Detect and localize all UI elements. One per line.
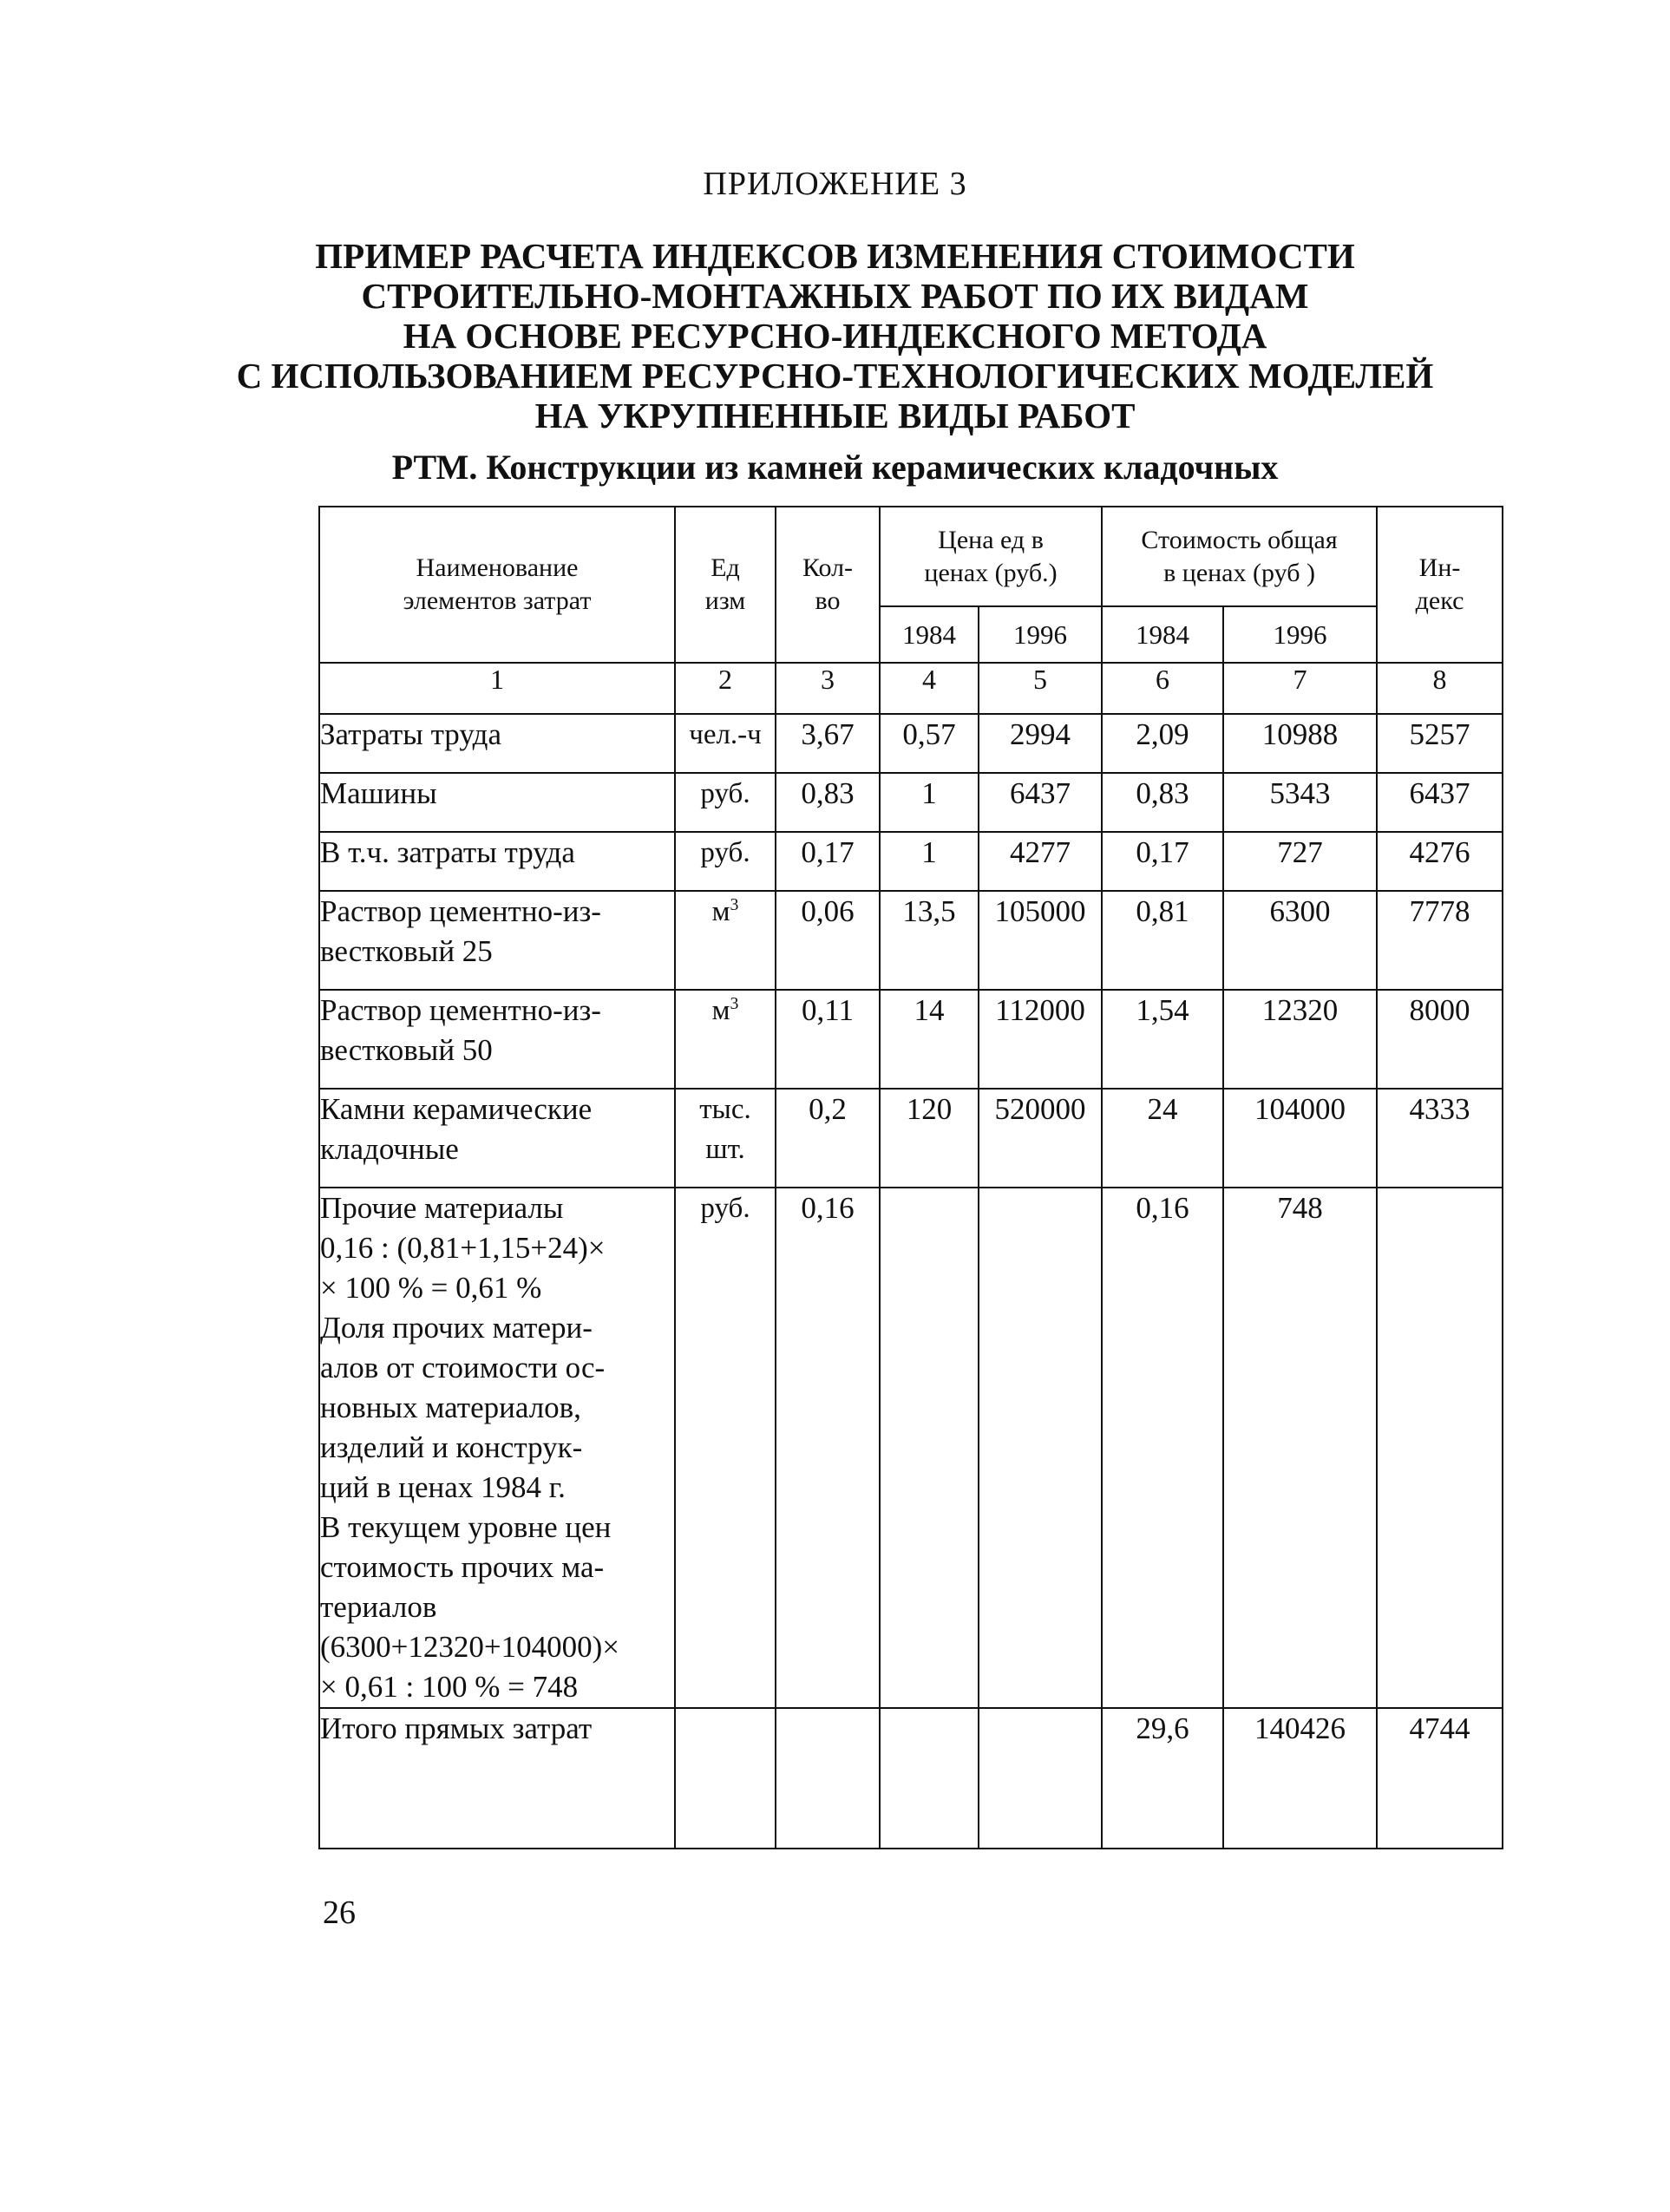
row-index: 6437 <box>1377 773 1503 832</box>
row-name: Прочие материалы 0,16 : (0,81+1,15+24)× × 100 % = 0,61 % Доля прочих матери- алов от стоимости ос- новных материалов, изделий и конструк- ций в ценах 1984 г. В текущем уровне цен стоимость прочих ма- териалов (6300+12320+104000)× × 0,61 : 100 % = 748 <box>319 1188 675 1708</box>
table-row <box>319 990 1503 1089</box>
row-cost-1984: 0,17 <box>1102 832 1223 891</box>
header-index: Ин- декс <box>1377 507 1503 663</box>
row-unit: $м^3$ <box>675 990 776 1089</box>
row-unit: руб. <box>675 773 776 832</box>
table-subtitle: РТМ. Конструкции из камней керамических кладочных <box>391 448 1279 487</box>
title-line: НА ОСНОВЕ РЕСУРСНО-ИНДЕКСНОГО МЕТОДА <box>403 316 1267 356</box>
header-unit: Ед изм <box>675 507 776 663</box>
table-row <box>319 1089 1503 1188</box>
row-unit: тыс. шт. <box>675 1089 776 1188</box>
row-qty: 0,2 <box>776 1089 880 1188</box>
row-qty: 3,67 <box>776 714 880 773</box>
row-cost-1996: 140426 <box>1223 1708 1377 1849</box>
column-number: 3 <box>776 663 880 714</box>
row-qty: 0,11 <box>776 990 880 1089</box>
row-cost-1984: 0,83 <box>1102 773 1223 832</box>
row-price-1996: 4277 <box>979 832 1102 891</box>
table-row <box>319 773 1503 832</box>
table-row <box>319 714 1503 773</box>
row-cost-1996: 10988 <box>1223 714 1377 773</box>
row-qty: 0,16 <box>776 1188 880 1708</box>
row-unit: руб. <box>675 1188 776 1708</box>
row-price-1984: 13,5 <box>880 891 979 990</box>
row-qty: 0,17 <box>776 832 880 891</box>
row-price-1984 <box>880 1708 979 1849</box>
row-price-1984: 120 <box>880 1089 979 1188</box>
table-row-total <box>319 1708 1503 1849</box>
row-price-1996: 2994 <box>979 714 1102 773</box>
row-name: В т.ч. затраты труда <box>319 832 675 891</box>
title-line: НА УКРУПНЕННЫЕ ВИДЫ РАБОТ <box>534 396 1136 435</box>
row-index <box>1377 1188 1503 1708</box>
row-price-1996 <box>979 1188 1102 1708</box>
column-number-row <box>319 663 1503 714</box>
title-line: С ИСПОЛЬЗОВАНИЕМ РЕСУРСНО-ТЕХНОЛОГИЧЕСКИХ МОДЕЛЕЙ <box>236 356 1434 396</box>
page-number: 26 <box>323 1895 356 1931</box>
row-name: Раствор цементно-из- вестковый 50 <box>319 990 675 1089</box>
row-cost-1984: 2,09 <box>1102 714 1223 773</box>
row-name: Машины <box>319 773 675 832</box>
row-name: Итого прямых затрат <box>319 1708 675 1849</box>
header-name: Наименование элементов затрат <box>319 507 675 663</box>
title-line: ПРИМЕР РАСЧЕТА ИНДЕКСОВ ИЗМЕНЕНИЯ СТОИМОСТИ <box>315 236 1355 276</box>
row-qty: 0,06 <box>776 891 880 990</box>
cost-table <box>318 506 1503 1849</box>
row-price-1996 <box>979 1708 1102 1849</box>
row-cost-1996: 748 <box>1223 1188 1377 1708</box>
row-price-1984: 1 <box>880 832 979 891</box>
header-price-1996: 1996 <box>979 606 1102 663</box>
title-line: СТРОИТЕЛЬНО-МОНТАЖНЫХ РАБОТ ПО ИХ ВИДАМ <box>361 276 1309 316</box>
column-number: 7 <box>1223 663 1377 714</box>
row-price-1984: 1 <box>880 773 979 832</box>
document-title <box>0 236 1670 435</box>
row-index: 8000 <box>1377 990 1503 1089</box>
row-unit <box>675 1708 776 1849</box>
column-number: 6 <box>1102 663 1223 714</box>
row-cost-1984: 29,6 <box>1102 1708 1223 1849</box>
row-price-1996: 520000 <box>979 1089 1102 1188</box>
row-cost-1996: 5343 <box>1223 773 1377 832</box>
row-qty <box>776 1708 880 1849</box>
appendix-label: ПРИЛОЖЕНИЕ 3 <box>703 166 967 202</box>
table-row <box>319 832 1503 891</box>
row-index: 4276 <box>1377 832 1503 891</box>
table-row <box>319 1188 1503 1708</box>
column-number: 4 <box>880 663 979 714</box>
row-cost-1996: 727 <box>1223 832 1377 891</box>
row-cost-1996: 104000 <box>1223 1089 1377 1188</box>
row-unit: руб. <box>675 832 776 891</box>
row-price-1996: 105000 <box>979 891 1102 990</box>
row-price-1996: 112000 <box>979 990 1102 1089</box>
row-index: 4333 <box>1377 1089 1503 1188</box>
header-price-1984: 1984 <box>880 606 979 663</box>
row-cost-1984: 24 <box>1102 1089 1223 1188</box>
row-cost-1996: 12320 <box>1223 990 1377 1089</box>
header-qty: Кол- во <box>776 507 880 663</box>
row-unit: чел.-ч <box>675 714 776 773</box>
row-cost-1984: 0,16 <box>1102 1188 1223 1708</box>
header-unit-price: Цена ед в ценах (руб.) <box>880 507 1102 606</box>
column-number: 1 <box>319 663 675 714</box>
row-unit: $м^3$ <box>675 891 776 990</box>
row-cost-1984: 0,81 <box>1102 891 1223 990</box>
row-cost-1984: 1,54 <box>1102 990 1223 1089</box>
row-price-1996: 6437 <box>979 773 1102 832</box>
row-index: 4744 <box>1377 1708 1503 1849</box>
row-qty: 0,83 <box>776 773 880 832</box>
row-index: 7778 <box>1377 891 1503 990</box>
row-price-1984: 14 <box>880 990 979 1089</box>
column-number: 5 <box>979 663 1102 714</box>
header-row <box>319 507 1503 606</box>
header-cost-1996: 1996 <box>1223 606 1377 663</box>
column-number: 2 <box>675 663 776 714</box>
row-cost-1996: 6300 <box>1223 891 1377 990</box>
row-name: Раствор цементно-из- вестковый 25 <box>319 891 675 990</box>
row-price-1984 <box>880 1188 979 1708</box>
header-cost-1984: 1984 <box>1102 606 1223 663</box>
row-index: 5257 <box>1377 714 1503 773</box>
row-name: Затраты труда <box>319 714 675 773</box>
header-total-cost: Стоимость общая в ценах (руб ) <box>1102 507 1377 606</box>
row-name: Камни керамические кладочные <box>319 1089 675 1188</box>
table-row <box>319 891 1503 990</box>
column-number: 8 <box>1377 663 1503 714</box>
row-price-1984: 0,57 <box>880 714 979 773</box>
